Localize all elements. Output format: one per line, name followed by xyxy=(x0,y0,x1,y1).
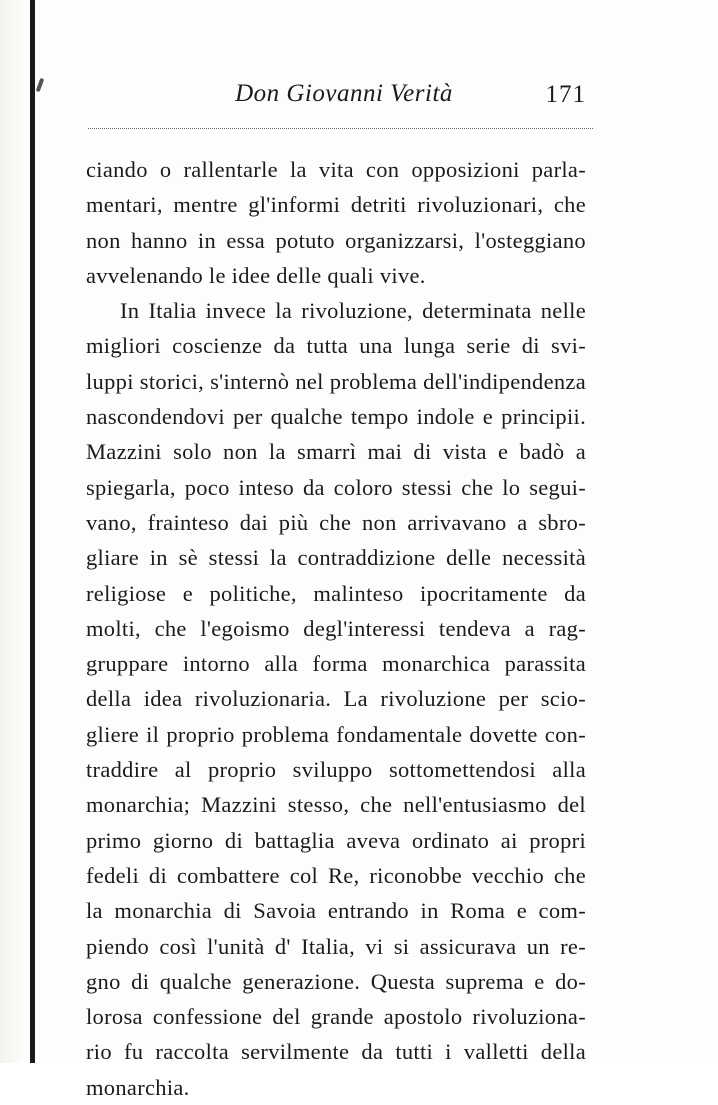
binding-edge xyxy=(30,0,35,1063)
text-line: la monarchia di Savoia entrando in Roma e com- xyxy=(86,898,586,924)
header-rule xyxy=(88,128,593,129)
text-line: Mazzini solo non la smarrì mai di vista e badò a xyxy=(86,439,586,465)
text-line: monarchia. xyxy=(86,1074,190,1100)
spine-shadow xyxy=(0,0,30,1063)
text-line: migliori coscienze da tutta una lunga serie di svi- xyxy=(86,333,586,359)
text-line: gliere il proprio problema fondamentale dovette con- xyxy=(86,721,586,747)
text-line: spiegarla, poco inteso da coloro stessi che lo segui- xyxy=(86,474,586,500)
text-line: monarchia; Mazzini stesso, che nell'entusiasmo del xyxy=(86,792,586,818)
text-line: vano, frainteso dai più che non arrivavano a sbro- xyxy=(86,509,586,535)
text-line: mentari, mentre gl'informi detriti rivoluzionari, che xyxy=(86,192,586,218)
text-line: In Italia invece la rivoluzione, determinata nelle xyxy=(120,298,586,324)
text-line: non hanno in essa potuto organizzarsi, l'osteggiano xyxy=(86,227,586,253)
text-line: avvelenando le idee delle quali vive. xyxy=(86,262,426,288)
text-line: ciando o rallentarle la vita con opposizioni parla- xyxy=(86,157,586,182)
text-line: primo giorno di battaglia aveva ordinato ai propri xyxy=(86,827,586,853)
text-line: nascondendovi per qualche tempo indole e principii. xyxy=(86,404,586,430)
text-line: traddire al proprio sviluppo sottomettendosi alla xyxy=(86,757,586,783)
text-line: luppi storici, s'internò nel problema dell'indipendenza xyxy=(86,368,586,394)
body-text xyxy=(86,152,586,1105)
text-line: fedeli di combattere col Re, riconobbe vecchio che xyxy=(86,862,586,888)
text-line: piendo così l'unità d' Italia, vi si assicurava un re- xyxy=(86,933,586,959)
page-number: 171 xyxy=(545,81,586,108)
text-line: lorosa confessione del grande apostolo rivoluziona- xyxy=(86,1004,586,1030)
running-title: Don Giovanni Verità xyxy=(235,80,453,107)
text-line: molti, che l'egoismo degl'interessi tendeva a rag- xyxy=(86,615,586,641)
text-line: religiose e politiche, malinteso ipocritamente da xyxy=(86,580,586,606)
text-line: gno di qualche generazione. Questa suprema e do- xyxy=(86,968,586,994)
text-line: della idea rivoluzionaria. La rivoluzione per scio- xyxy=(86,686,586,712)
text-line: gliare in sè stessi la contraddizione delle necessità xyxy=(86,545,586,571)
text-line: rio fu raccolta servilmente da tutti i valletti della xyxy=(86,1039,586,1065)
running-head xyxy=(88,80,600,114)
margin-mark xyxy=(36,78,45,93)
text-line: gruppare intorno alla forma monarchica parassita xyxy=(86,651,586,677)
